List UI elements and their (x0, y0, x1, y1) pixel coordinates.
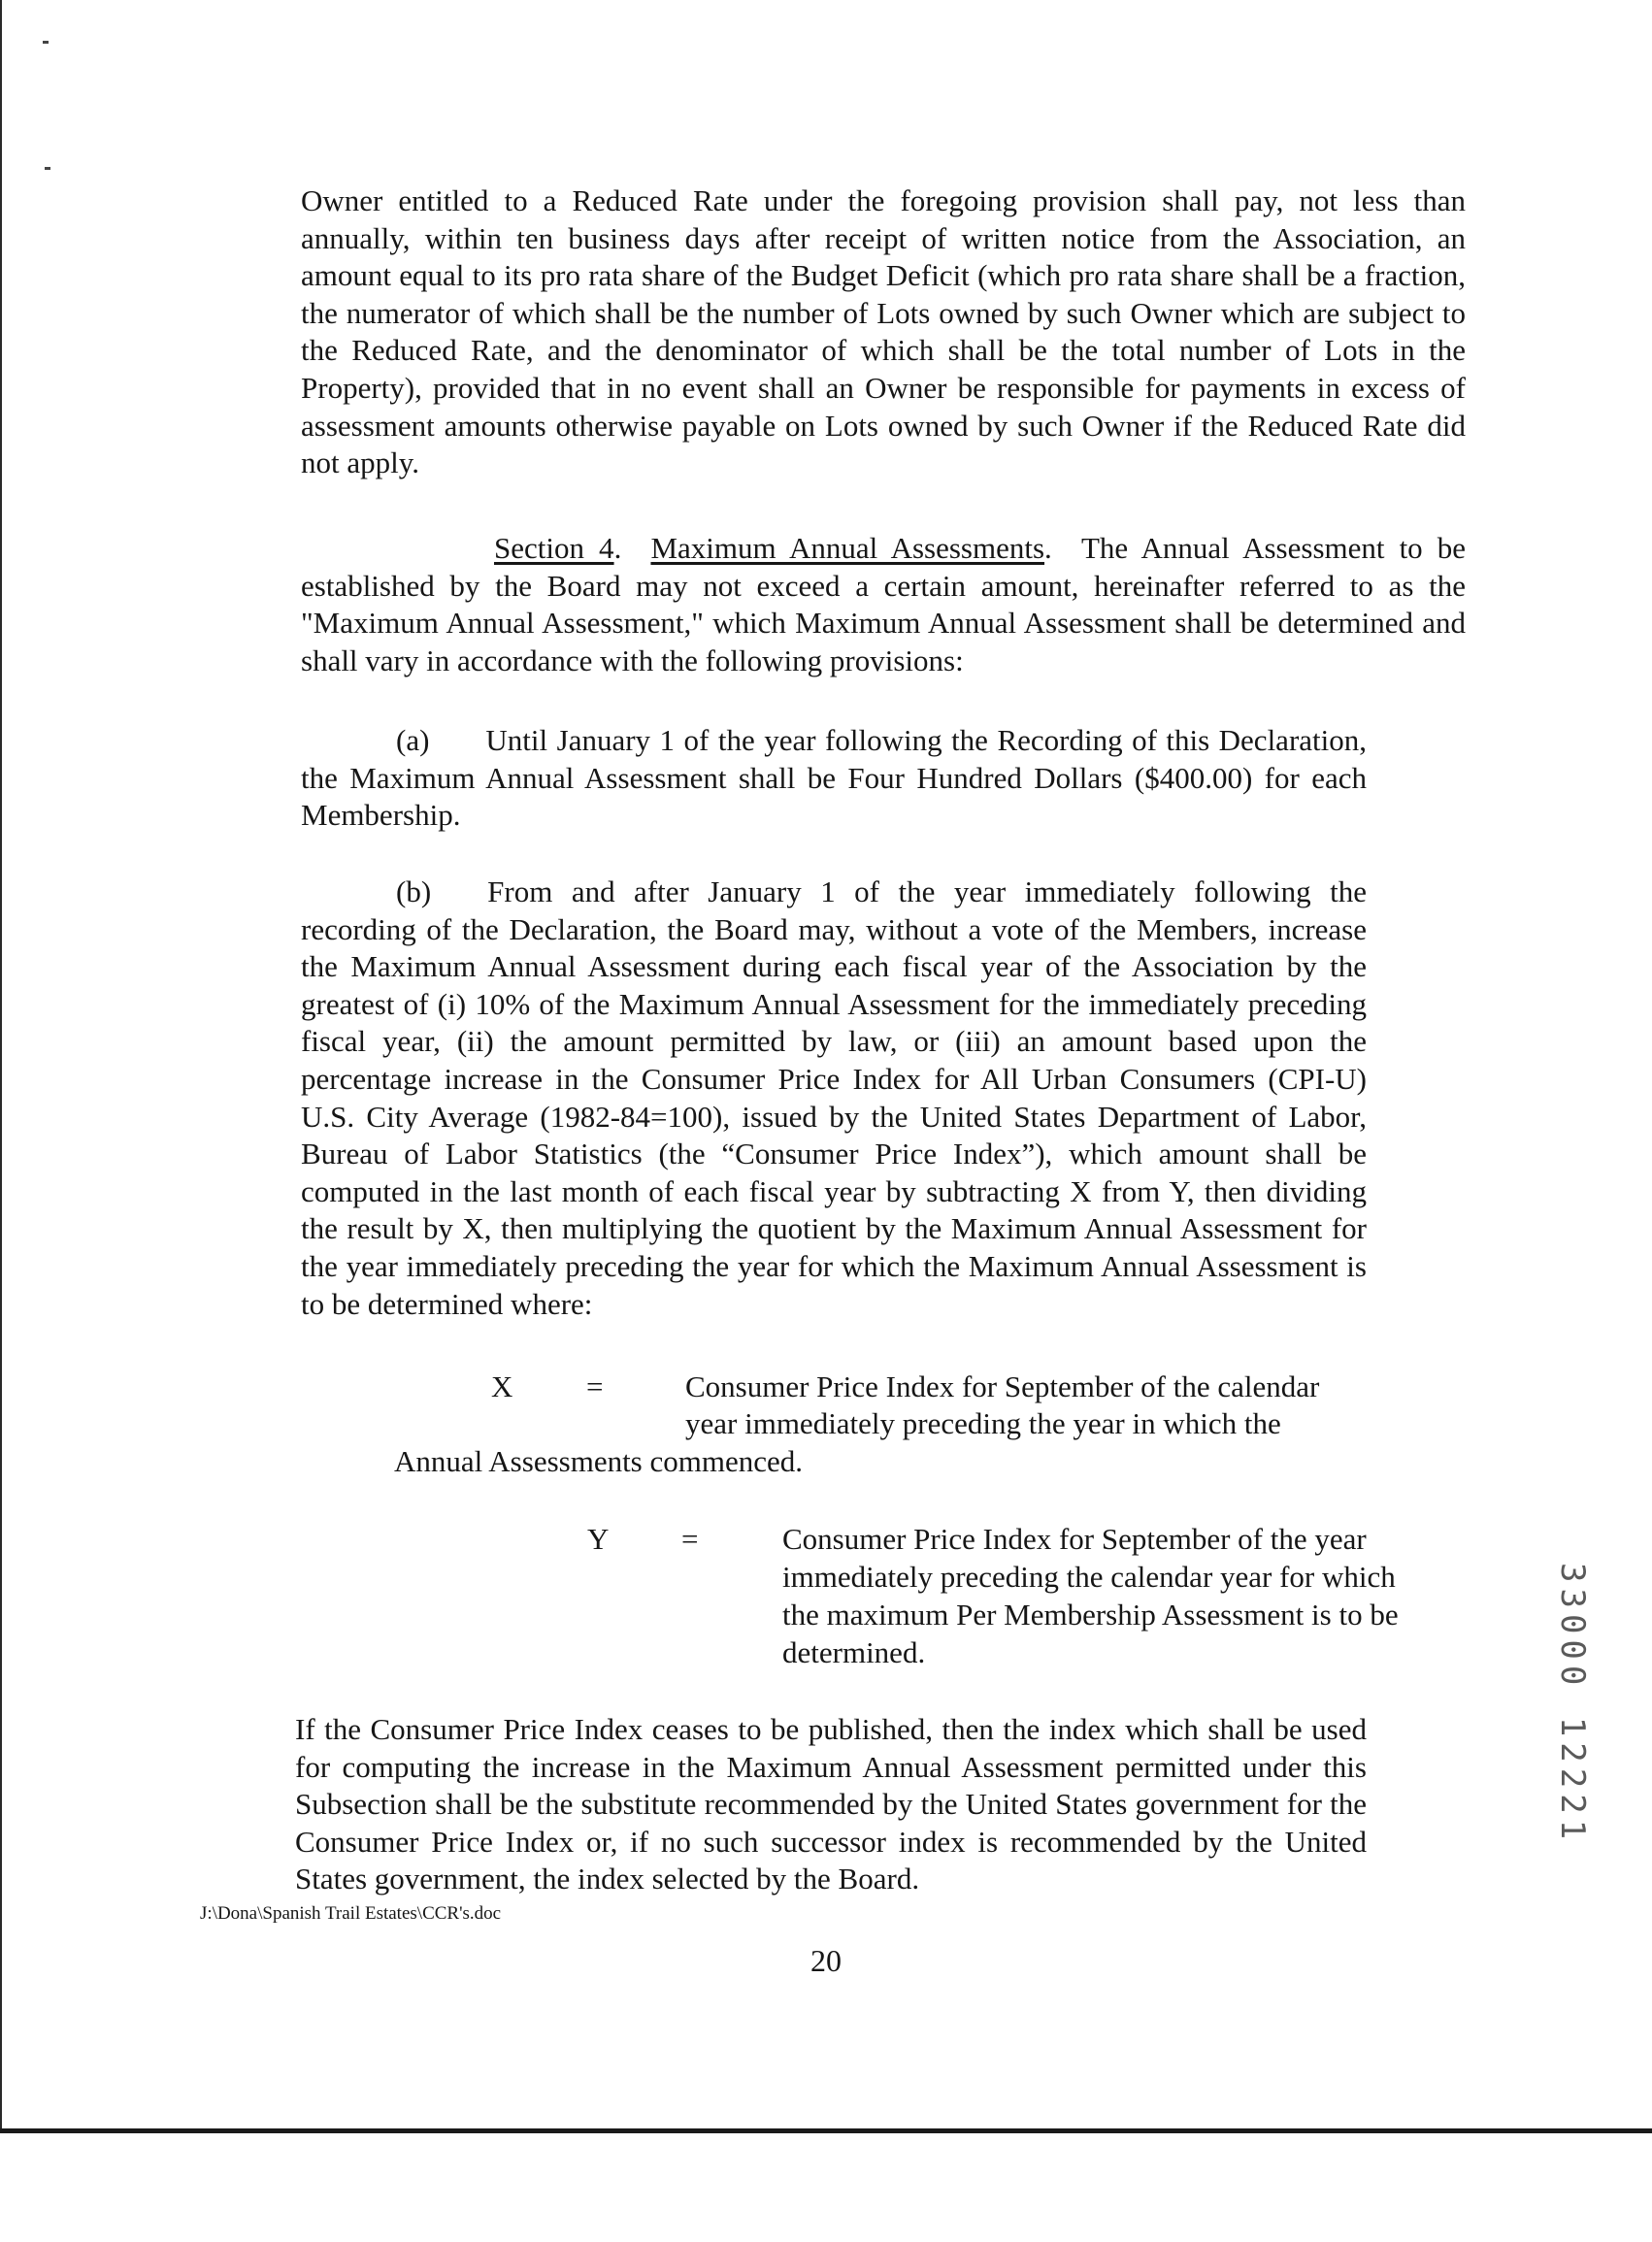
scan-left-edge (0, 0, 2, 2133)
section-4-separator: . (613, 531, 622, 565)
def-y-equals: = (681, 1522, 699, 1556)
def-y-line-2: immediately preceding the calendar year for which (782, 1560, 1396, 1594)
section-4-label: Section 4 (494, 531, 614, 565)
file-path-footer: J:\Dona\Spanish Trail Estates\CCR's.doc (200, 1903, 502, 1924)
def-x-equals: = (586, 1369, 604, 1403)
paragraph-owner-reduced-rate: Owner entitled to a Reduced Rate under the foregoing provision shall pay, not less than annually, within ten business days after receipt of written notice from the Association, an amount equal to its pro rata share of the Budget Deficit (which pro rata share shall be a fraction, the numerator of which shall be the number of Lots owned by such Owner which are subject to the Reduced Rate, and the denominator of which shall be the total number of Lots in the Property), provided that in no event shall an Owner be responsible for payments in excess of assessment amounts otherwise payable on Lots owned by such Owner if the Reduced Rate did not apply. (301, 183, 1466, 480)
recording-stamp (1553, 1563, 1631, 2242)
item-a-marker: (a) (396, 723, 430, 757)
def-y-line-1: Consumer Price Index for September of the year (782, 1522, 1367, 1556)
scan-mark (45, 167, 50, 170)
page-number: 20 (810, 1943, 842, 1978)
recording-stamp-text: 33000 12221 (1553, 1563, 1592, 1846)
item-b-paragraph (301, 874, 1367, 1323)
section-4-title-end: . (1044, 531, 1052, 565)
def-x-line-1: Consumer Price Index for September of the calendar (685, 1369, 1320, 1403)
def-y-line-4: determined. (782, 1635, 926, 1669)
item-a-paragraph (301, 722, 1367, 835)
section-4-title: Maximum Annual Assessments (650, 531, 1045, 565)
def-x-line-2: year immediately preceding the year in which the (685, 1406, 1281, 1440)
def-x-line-3: Annual Assessments commenced. (394, 1444, 804, 1478)
section-4-paragraph (301, 530, 1466, 679)
item-b-marker: (b) (396, 874, 432, 908)
def-x-symbol: X (491, 1369, 513, 1403)
def-y-symbol: Y (587, 1522, 610, 1556)
scan-bottom-edge (0, 2128, 1652, 2133)
def-y-line-3: the maximum Per Membership Assessment is to be (782, 1598, 1399, 1632)
cpi-substitute-paragraph: If the Consumer Price Index ceases to be published, then the index which shall be used for computing the increase in the Maximum Annual Assessment permitted under this Subsection shall be the substitute recommended by the United States government for the Consumer Price Index or, if no such successor index is recommended by the United States government, the index selected by the Board. (295, 1712, 1367, 1896)
section-4-body: The Annual Assessment to be established by the Board may not exceed a certain amount, hereinafter referred to as the "Maximum Annual Assessment," which Maximum Annual Assessment shall be determined and shall vary in accordance with the following provisions: (301, 531, 1467, 677)
item-a-text: Until January 1 of the year following the Recording of this Declaration, the Maximum Annual Assessment shall be Four Hundred Dollars ($400.00) for each Membership. (301, 723, 1367, 833)
item-b-text: From and after January 1 of the year immediately following the recording of the Declaration, the Board may, without a vote of the Members, increase the Maximum Annual Assessment during each fiscal year of the Association by the greatest of (i) 10% of the Maximum Annual Assessment for the immediately preceding fiscal year, (ii) the amount permitted by law, or (iii) an amount based upon the percentage increase in the Consumer Price Index for All Urban Consumers (CPI-U) U.S. City Average (1982-84=100), issued by the United States Department of Labor, Bureau of Labor Statistics (the “Consumer Price Index”), which amount shall be computed in the last month of each fiscal year by subtracting X from Y, then dividing the result by X, then multiplying the quotient by the Maximum Annual Assessment for the year immediately preceding the year for which the Maximum Annual Assessment is to be determined where: (301, 874, 1367, 1321)
scan-mark (43, 41, 49, 44)
